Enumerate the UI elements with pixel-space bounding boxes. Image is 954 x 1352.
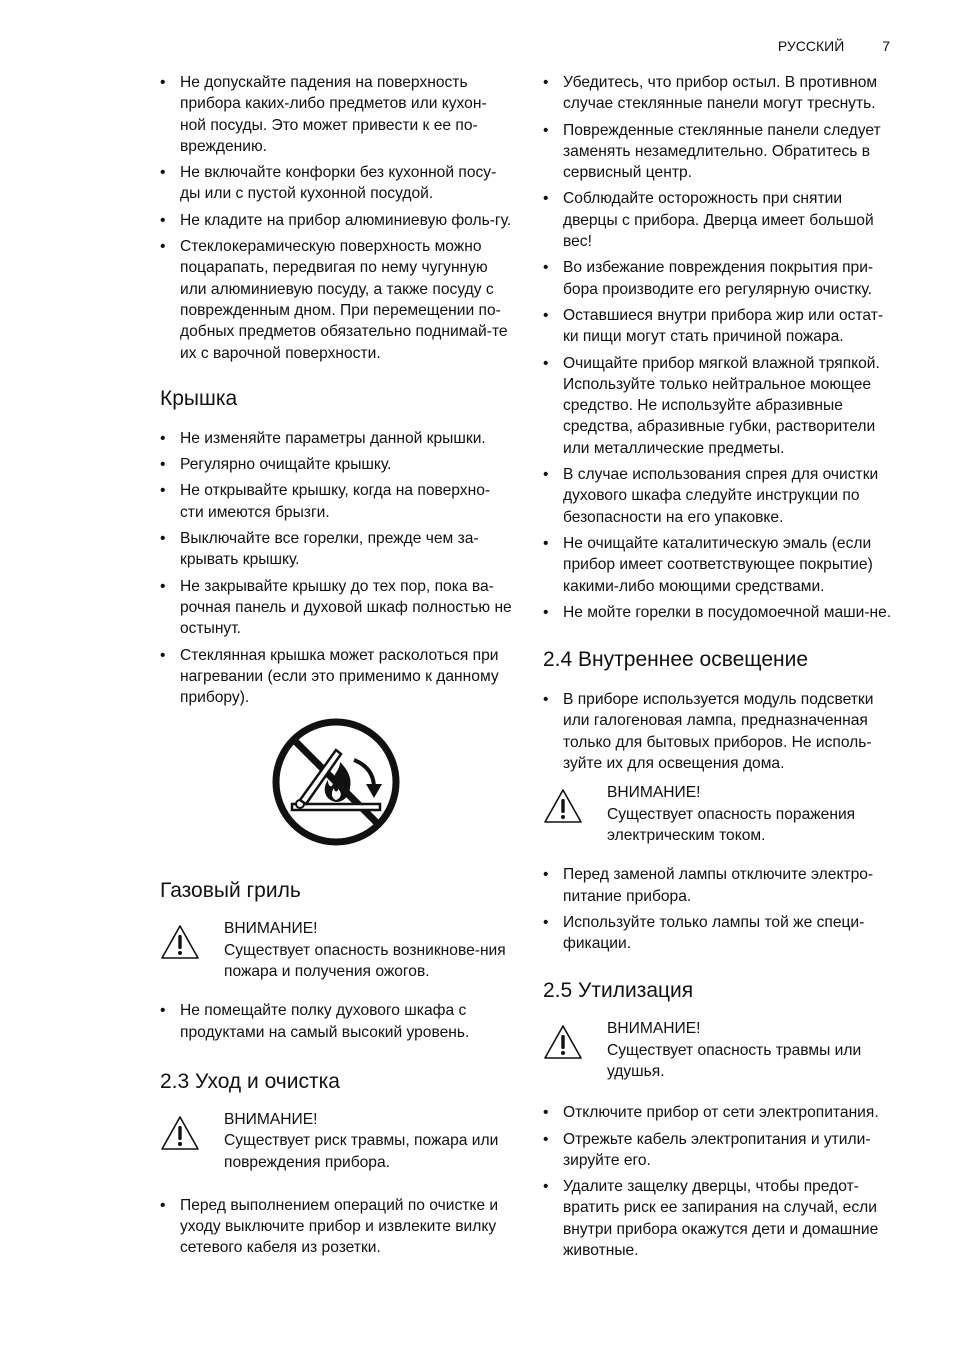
language-label: РУССКИЙ [777, 38, 845, 54]
list-item: • Перед выполнением операций по очистке и уходу выключите прибор и извлеките вилку сетевого кабеля из розетки. [160, 1195, 512, 1259]
list-item: • Во избежание повреждения покрытия при-бора производите его регулярную очистку. [543, 257, 895, 300]
right-column [543, 72, 895, 1266]
warning-box [160, 918, 512, 982]
list-item: • Не закрывайте крышку до тех пор, пока ва-рочная панель и духовой шкаф полностью не остынут. [160, 576, 512, 640]
page-number: 7 [882, 38, 890, 54]
care-list [160, 1195, 512, 1259]
warning-box [543, 782, 895, 846]
list-item: • Удалите защелку дверцы, чтобы предот-вратить риск ее запирания на случай, если внутри прибора окажутся дети и домашние животные. [543, 1176, 895, 1261]
list-item: • Регулярно очищайте крышку. [160, 454, 512, 475]
list-item: • В приборе используется модуль подсветки или галогеновая лампа, предназначенная только для бытовых приборов. Не исполь-зуйте их для освещения дома. [543, 689, 895, 774]
left-column [160, 72, 512, 1264]
list-item: • Отрежьте кабель электропитания и утили-зируйте его. [543, 1129, 895, 1172]
section-title: Уход и очистка [195, 1069, 340, 1093]
list-item: • Оставшиеся внутри прибора жир или остат-ки пищи могут стать причиной пожара. [543, 305, 895, 348]
warning-title: ВНИМАНИЕ! [224, 920, 318, 938]
section-number: 2.5 [543, 979, 573, 1003]
warning-text: Существует опасность возникнове-ния пожара и получения ожогов. [224, 941, 506, 981]
warning-title: ВНИМАНИЕ! [607, 1020, 701, 1038]
list-item: • Не открывайте крышку, когда на поверхно-сти имеются брызги. [160, 480, 512, 523]
warning-box [543, 1018, 895, 1082]
lighting-list-after [543, 864, 895, 954]
list-item: • В случае использования спрея для очистки духового шкафа следуйте инструкции по безопасности на его упаковке. [543, 464, 895, 528]
warning-text: Существует риск травмы, пожара или повреждения прибора. [224, 1132, 499, 1171]
list-item: • Не изменяйте параметры данной крышки. [160, 428, 512, 449]
page-header [778, 38, 890, 54]
no-lid-on-flame-icon [270, 716, 402, 848]
list-item: • Не мойте горелки в посудомоечной маши-не. [543, 602, 895, 623]
lid-list [160, 428, 512, 709]
list-item: • Перед заменой лампы отключите электро-питание прибора. [543, 864, 895, 907]
list-item: • Отключите прибор от сети электропитания. [543, 1102, 895, 1123]
list-item: • Не очищайте каталитическую эмаль (если прибор имеет соответствующее покрытие) какими-либо моющими средствами. [543, 533, 895, 597]
warning-title: ВНИМАНИЕ! [607, 784, 701, 802]
list-item: • Используйте только лампы той же специ-фикации. [543, 912, 895, 955]
disposal-heading [543, 978, 895, 1004]
warning-triangle-icon [543, 1024, 583, 1060]
list-item: • Не помещайте полку духового шкафа с продуктами на самый высокий уровень. [160, 1000, 512, 1043]
lighting-list [543, 689, 895, 774]
section-number: 2.3 [160, 1069, 190, 1093]
list-item: • Очищайте прибор мягкой влажной тряпкой. Используйте только нейтральное моющее средство. Не используйте абразивные средства, абразивные губки, растворители или металлические предметы. [543, 353, 895, 459]
general-safety-list [160, 72, 512, 364]
list-item: • Не включайте конфорки без кухонной посу-ды или с пустой кухонной посудой. [160, 162, 512, 205]
gas-grill-heading: Газовый гриль [160, 879, 301, 903]
gas-grill-list [160, 1000, 512, 1043]
section-number: 2.4 [543, 648, 573, 672]
disposal-list [543, 1102, 895, 1261]
list-item: • Не допускайте падения на поверхность прибора каких-либо предметов или кухон-ной посуды. Это может привести к ее по-вреждению. [160, 72, 512, 157]
lid-heading: Крышка [160, 386, 238, 410]
list-item: • Стеклянная крышка может расколоться при нагревании (если это применимо к данному прибору). [160, 645, 512, 709]
warning-title: ВНИМАНИЕ! [224, 1110, 318, 1128]
cleaning-list [543, 72, 895, 623]
warning-text: Существует опасность травмы или удушья. [607, 1041, 862, 1080]
list-item: • Соблюдайте осторожность при снятии дверцы с прибора. Дверца имеет большой вес! [543, 188, 895, 252]
list-item: • Убедитесь, что прибор остыл. В противном случае стеклянные панели могут треснуть. [543, 72, 895, 115]
warning-box [160, 1109, 512, 1173]
section-title: Утилизация [578, 979, 694, 1003]
lighting-heading [543, 647, 895, 673]
list-item: • Выключайте все горелки, прежде чем за-крывать крышку. [160, 528, 512, 571]
care-heading [160, 1069, 512, 1095]
list-item: • Стеклокерамическую поверхность можно поцарапать, передвигая по нему чугунную или алюминиевую посуду, а также посуду с поврежденным дном. При перемещении по-добных предметов обязательно поднимай-те их с варочной поверхности. [160, 236, 512, 364]
warning-triangle-icon [543, 788, 583, 824]
warning-text: Существует опасность поражения электрическим током. [607, 805, 856, 844]
warning-triangle-icon [160, 924, 200, 960]
section-title: Внутреннее освещение [578, 648, 809, 672]
list-item: • Не кладите на прибор алюминиевую фоль-гу. [160, 210, 512, 231]
warning-triangle-icon [160, 1115, 200, 1151]
list-item: • Поврежденные стеклянные панели следует заменять незамедлительно. Обратитесь в сервисный центр. [543, 120, 895, 184]
